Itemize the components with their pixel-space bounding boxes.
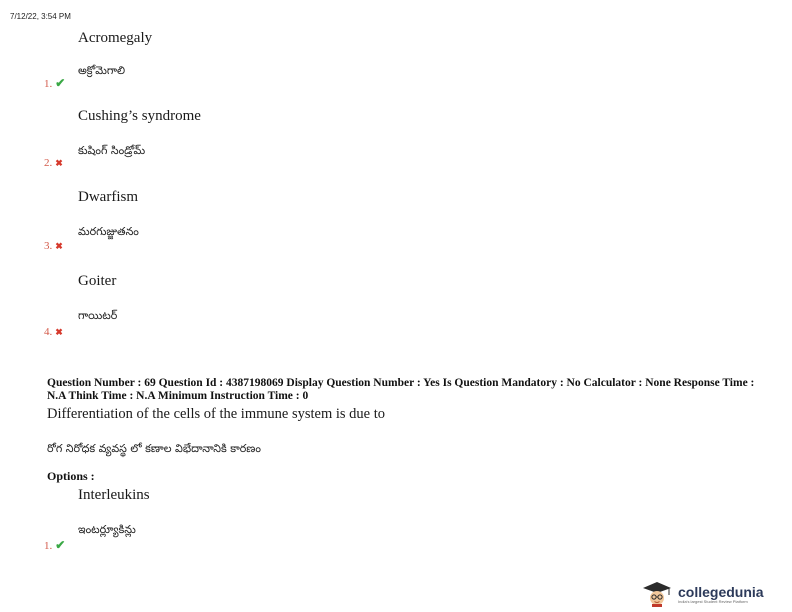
logo-text [678,585,764,604]
answer-option-1-telugu: ఇంటర్ల్యూకిన్లు [78,523,136,536]
logo-tagline: India's largest Student Review Platform [678,598,748,604]
option-number-label: 3. [44,240,53,252]
option-number-label: 1. [44,539,53,552]
option-2-telugu: కుషింగ్ సిండ్రోమ్ [78,144,146,157]
logo-name: collegedunia [678,583,764,600]
option-4-english: Goiter [78,273,117,289]
student-mascot-icon [640,581,674,607]
option-number-label: 1. [44,77,53,90]
option-3-english: Dwarfism [78,189,138,205]
option-4-telugu: గాయిటర్ [78,309,118,322]
option-number-label: 4. [44,326,53,338]
answer-option-1-english: Interleukins [78,487,150,503]
collegedunia-logo [640,581,764,607]
option-2-number [44,157,63,169]
answer-option-1-number [44,538,65,553]
cross-icon: ✖ [55,157,63,168]
option-1-english: Acromegaly [78,30,153,46]
option-1-number [44,76,65,91]
cross-icon: ✖ [55,240,63,251]
option-number-label: 2. [44,157,53,169]
option-3-telugu: మరగుజ్జుతనం [78,225,139,238]
print-timestamp: 7/12/22, 3:54 PM [10,12,71,21]
option-1-telugu: అక్రోమెగాలి [78,64,126,77]
question-meta: Question Number : 69 Question Id : 4387198069 Display Question Number : Yes Is Question Mandatory : No Calculator : None Response Time : N.A Think Time : N.A Minimum Instruction Time : 0 [47,377,755,402]
question-text-english: Differentiation of the cells of the immune system is due to [47,406,385,422]
question-text-telugu: రోగ నిరోధక వ్యవస్థ లో కణాల విభేదానానికి కారణం [47,442,261,455]
check-icon: ✔ [55,76,66,90]
option-2-english: Cushing’s syndrome [78,108,201,124]
cross-icon: ✖ [55,326,63,337]
check-icon: ✔ [55,538,66,552]
option-4-number [44,326,63,338]
options-heading: Options : [47,469,95,483]
option-3-number [44,240,63,252]
